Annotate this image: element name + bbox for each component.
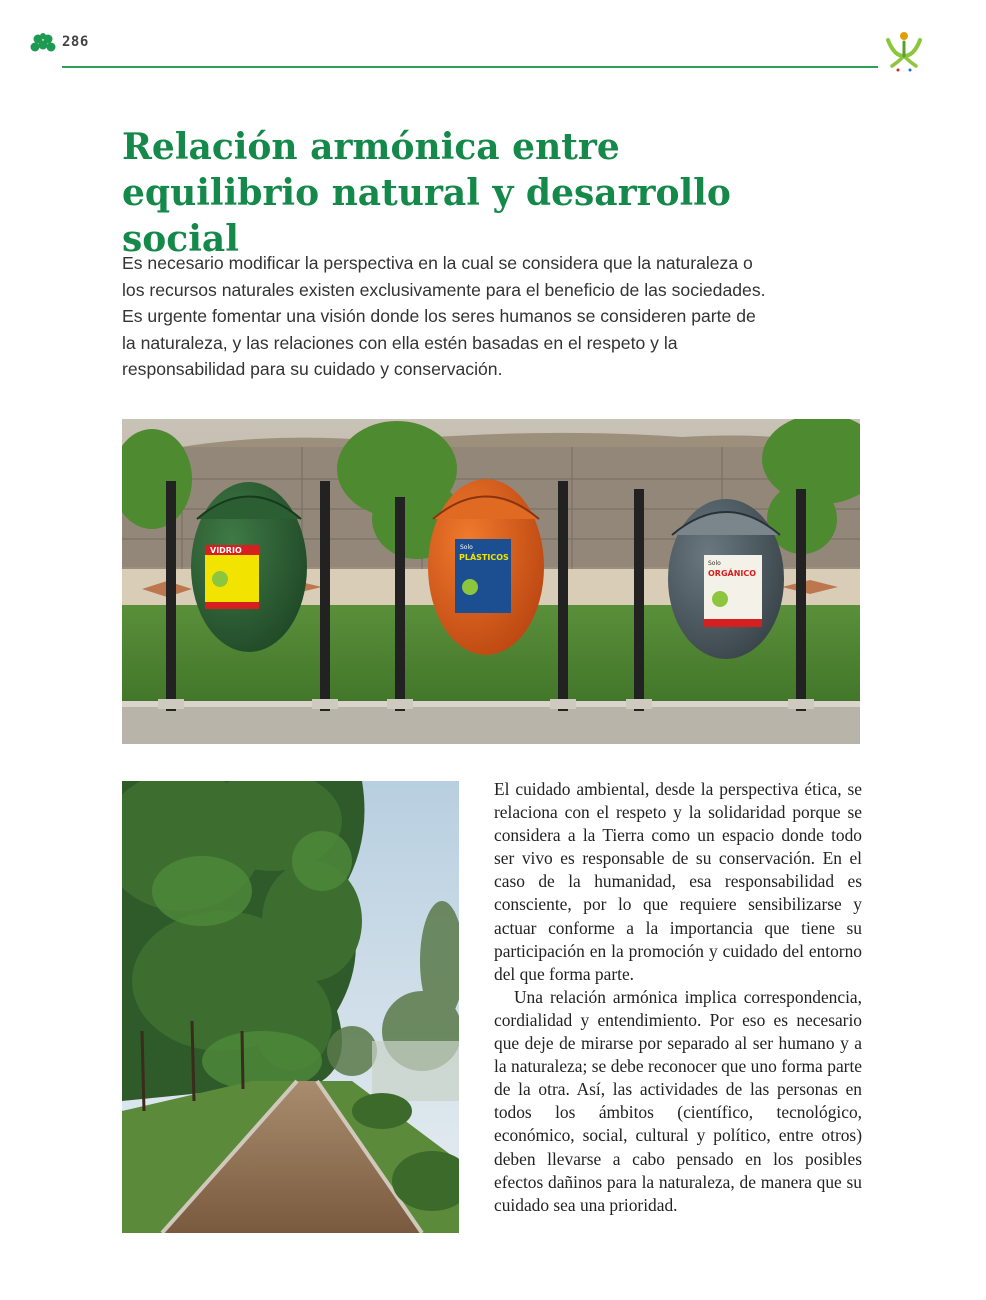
tree-path-photo xyxy=(122,781,459,1233)
flower-person-icon xyxy=(884,30,924,72)
recycling-bins-photo xyxy=(122,419,860,744)
page-title: Relación armónica entre equilibrio natural y desarrollo social xyxy=(122,126,731,260)
page-number: 286 xyxy=(62,34,89,50)
svg-text:VIDRIO: VIDRIO xyxy=(210,546,242,555)
intro-paragraph: Es necesario modificar la perspectiva en la cual se considera que la naturaleza o los recursos naturales existen exclusivamente para el beneficio de las sociedades. Es urgente fomentar una visión donde los seres humanos se consideren parte de la naturaleza, y las relaciones con ella estén basadas en el respeto y la responsabilidad para su cuidado y conservación. xyxy=(122,253,766,379)
body-text xyxy=(494,778,862,1217)
body-paragraph: El cuidado ambiental, desde la perspectiva ética, se relaciona con el respeto y la solidaridad porque se considera a la Tierra como un espacio donde todo ser vivo es responsable de su conservación. En el caso de la humanidad, esa responsabilidad es consciente, por lo que requiere sensibilizarse y actuar conforme a la importancia que tiene su participación en la promoción y cuidado del entorno del que forma parte. xyxy=(494,779,862,984)
svg-text:Solo: Solo xyxy=(708,560,721,567)
body-paragraph: Una relación armónica implica correspondencia, cordialidad y entendimiento. Por eso es necesario que deje de mirarse por separado al ser humano y a la naturaleza; se debe reconocer que uno forma parte de la otra. Así, las actividades de las personas en todos los ámbitos (científico, tecnológico, económico, social, cultural y político, entre otros) deben llevarse a cabo pensado en los posibles efectos dañinos para la naturaleza, de manera que su cuidado sea una prioridad. xyxy=(494,986,862,1215)
svg-text:Solo: Solo xyxy=(460,544,473,551)
svg-text:ORGÁNICO: ORGÁNICO xyxy=(708,569,757,578)
page-header xyxy=(0,0,986,80)
svg-text:PLÁSTICOS: PLÁSTICOS xyxy=(459,553,509,562)
series-logo-icon xyxy=(30,32,56,54)
header-rule xyxy=(62,66,878,68)
